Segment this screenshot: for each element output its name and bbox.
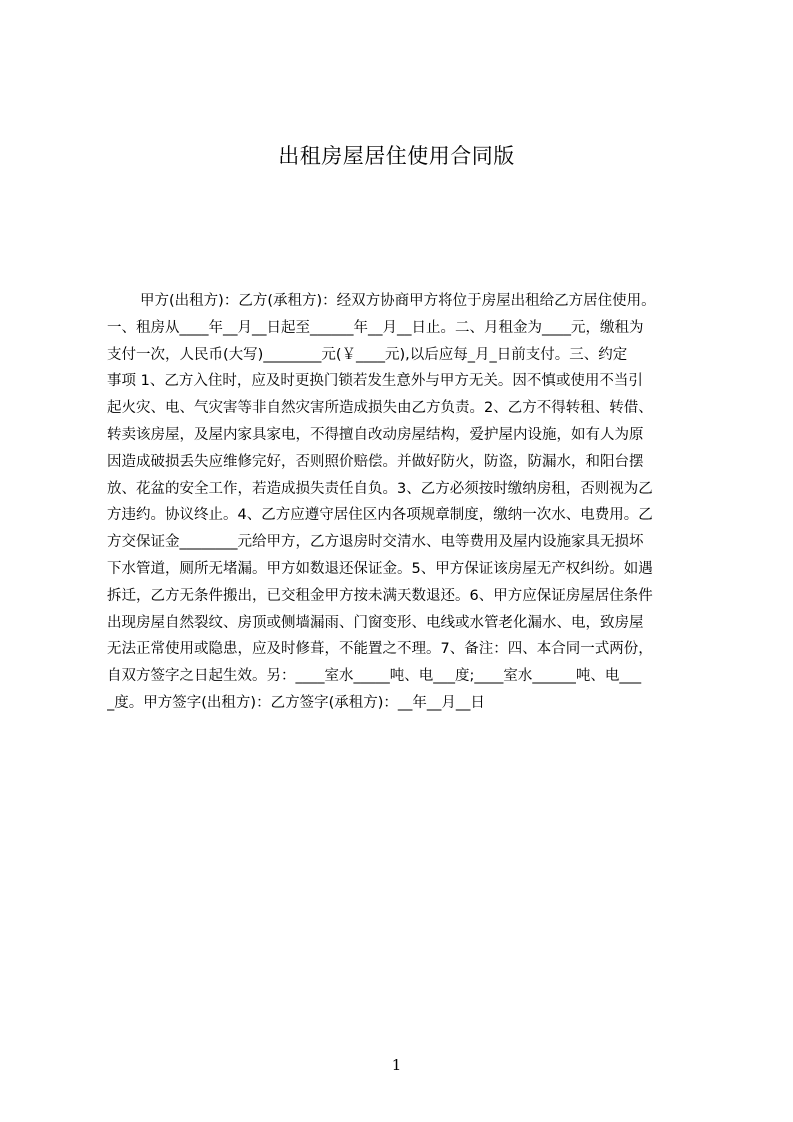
- body-line-16: _度。甲方签字(出租方)：乙方签字(承租方)：__年__月__日: [107, 694, 485, 711]
- body-line-11: 下水管道，厕所无堵漏。甲方如数退还保证金。5、甲方保证该房屋无产权纠纷。如遇: [107, 560, 653, 577]
- body-line-10: 方交保证金________元给甲方，乙方退房时交清水、电等费用及屋内设施家具无损坏: [107, 534, 644, 551]
- body-line-3: 支付一次，人民币(大写)________元(￥____元),以后应每_月_日前支付。三、约定: [107, 346, 628, 363]
- body-line-5: 起火灾、电、气灾害等非自然灾害所造成损失由乙方负责。2、乙方不得转租、转借、: [107, 400, 653, 417]
- body-line-8: 放、花盆的安全工作，若造成损失责任自负。3、乙方必须按时缴纳房租，否则视为乙: [107, 480, 653, 497]
- body-line-15: 自双方签字之日起生效。另：____室水_____吨、电___度;____室水______吨、电___: [107, 668, 642, 685]
- body-line-1: 甲方(出租方)：乙方(承租方)：经双方协商甲方将位于房屋出租给乙方居住使用。: [140, 293, 656, 309]
- body-line-12: 拆迁，乙方无条件搬出，已交租金甲方按未满天数退还。6、甲方应保证房屋居住条件: [107, 587, 653, 604]
- document-title: 出租房屋居住使用合同版: [278, 144, 515, 168]
- body-line-2: 一、租房从____年__月__日起至______年__月__日止。二、月租金为____元，缴租为: [107, 319, 644, 336]
- body-line-14: 无法正常使用或隐患，应及时修葺，不能置之不理。7、备注：四、本合同一式两份，: [107, 641, 653, 658]
- body-line-6: 转卖该房屋，及屋内家具家电，不得擅自改动房屋结构，爱护屋内设施，如有人为原: [107, 426, 644, 443]
- body-line-9: 方违约。协议终止。4、乙方应遵守居住区内各项规章制度，缴纳一次水、电费用。乙: [107, 507, 653, 524]
- page-number: 1: [391, 1056, 402, 1074]
- body-line-13: 出现房屋自然裂纹、房顶或侧墙漏雨、门窗变形、电线或水管老化漏水、电，致房屋: [107, 614, 644, 631]
- contract-body: [107, 288, 695, 717]
- body-line-7: 因造成破损丢失应维修完好，否则照价赔偿。并做好防火，防盗，防漏水，和阳台摆: [107, 453, 644, 470]
- body-line-4: 事项 1、乙方入住时，应及时更换门锁若发生意外与甲方无关。因不慎或使用不当引: [107, 373, 643, 390]
